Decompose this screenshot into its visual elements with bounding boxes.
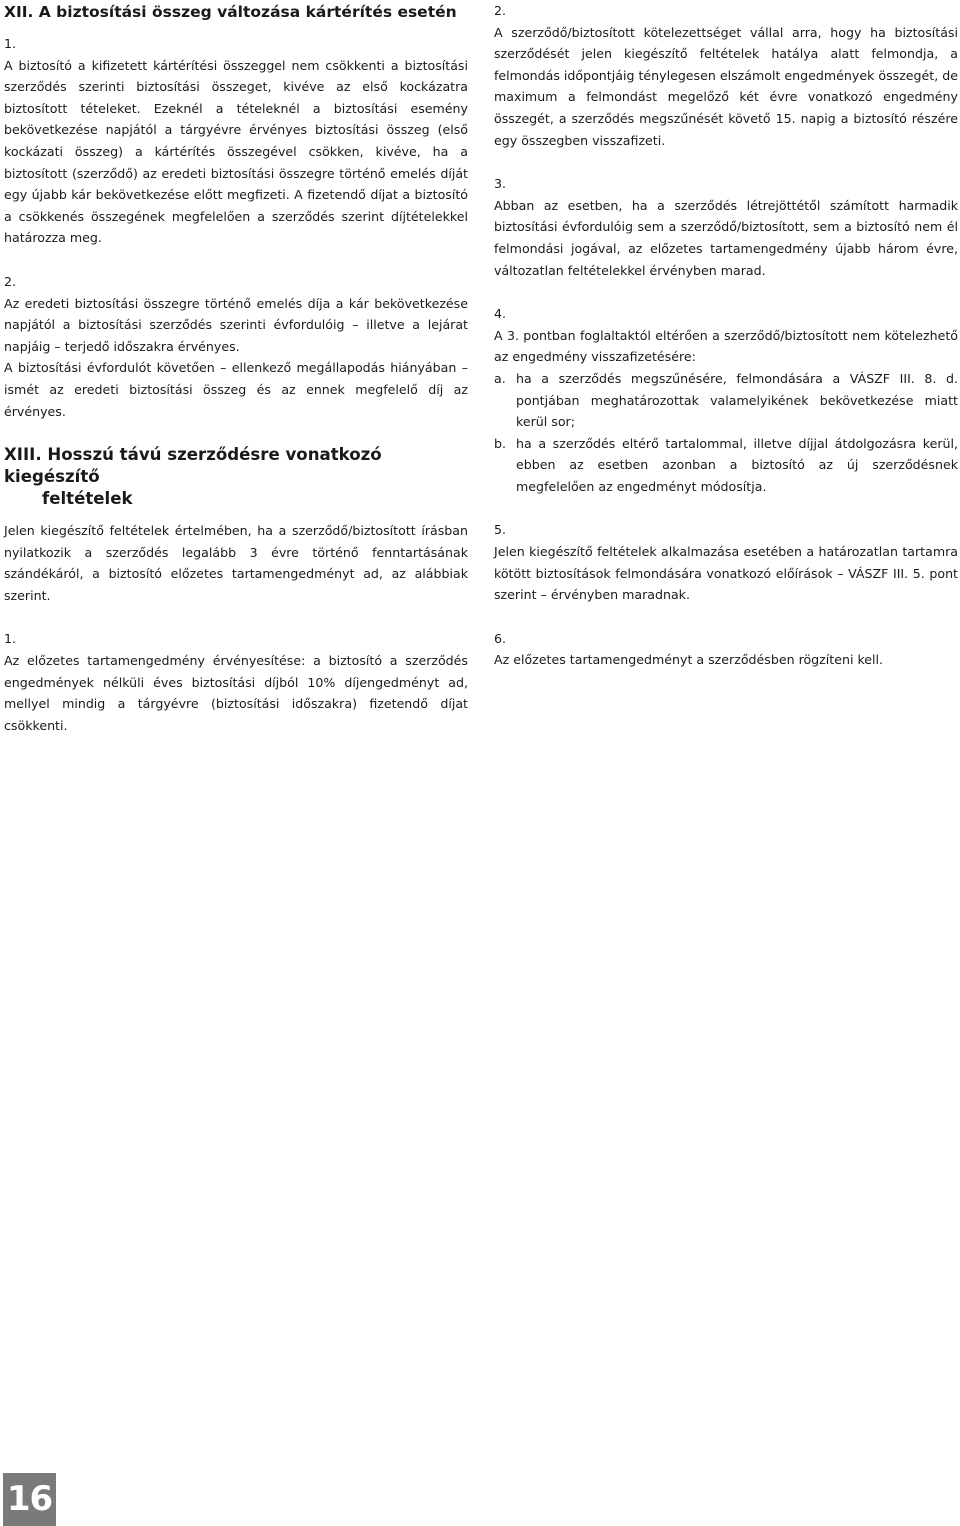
list-item-b-text: ha a szerződés eltérő tartalommal, illetve díjjal átdolgozásra kerül, ebben az esetben azonban a biztosító az új szerződésnek megfelelően az engedményt módosítja.	[516, 435, 958, 494]
list-item	[494, 368, 958, 433]
s13-item-1-number: 1.	[4, 631, 17, 647]
left-column	[4, 0, 468, 736]
section-13-title-line-2: feltételek	[42, 489, 133, 509]
s13-item-6-number: 6.	[494, 630, 507, 646]
section-13-title	[4, 444, 468, 510]
s13-item-5-text: Jelen kiegészítő feltételek alkalmazása esetében a határozatlan tartamra kötött biztosítások felmondására vonatkozó előírások – VÁSZF III. 5. pont szerint – érvényben maradnak.	[494, 544, 958, 603]
s13-intro: Jelen kiegészítő feltételek értelmében, ha a szerződő/biztosított írásban nyilatkozik a szerződés legalább 3 évre történő fenntartásának szándékáról, a biztosító előzetes tartamengedményt ad, az alábbiak szerint.	[4, 523, 468, 603]
section-13-title-line-1: XIII. Hosszú távú szerződésre vonatkozó kiegészítő	[4, 445, 382, 487]
s13-item-4-number: 4.	[494, 306, 507, 322]
page-number: 16	[3, 1473, 56, 1526]
list-item	[494, 433, 958, 498]
right-column	[494, 0, 958, 671]
s13-item-3-text: Abban az esetben, ha a szerződés létrejöttétől számított harmadik biztosítási évfordulóig sem a szerződő/biztosított, sem a biztosító nem él felmondási jogával, az előzetes tartamengedmény újabb három évre, változatlan feltételekkel érvényben marad.	[494, 197, 958, 278]
s13-item-1-text: Az előzetes tartamengedmény érvényesítése: a biztosító a szerződés engedmények nélküli éves biztosítási díjból 10% díjengedményt ad, mellyel mindig a tárgyévre (biztosítási időszakra) fizetendő díjat csökkenti.	[4, 653, 468, 733]
s13-item-2-text: A szerződő/biztosított kötelezettséget vállal arra, hogy ha biztosítási szerződését jelen kiegészítő feltételek hatálya alatt felmondja, a felmondás időpontjáig ténylegesen elszámolt engedmények összegét, de maximum a felmondást megelőző két évre vonatkozó engedmény összegét, a szerződés megszűnését követő 15. napig a biztosító részére egy összegben visszafizeti.	[494, 24, 958, 148]
list-marker-b: b.	[494, 435, 506, 451]
s12-item-2-text-b: A biztosítási évfordulót követően – ellenkező megállapodás hiányában – ismét az eredeti biztosítási összeg és az ennek megfelelő díj az érvényes.	[4, 360, 468, 419]
s12-item-1-text: A biztosító a kifizetett kártérítési összeggel nem csökkenti a biztosítási szerződés szerinti biztosítási összeget, kivéve az első kockázatra biztosított tételeket. Ezeknél a tételeknél a biztosítási esemény bekövetkezése napjától a tárgyévre érvényes biztosítási összeg (első kockázati összeg) a kártérítés összegével csökken, kivéve, ha a biztosított (szerződő) az eredeti biztosítási összegre történő emelés díját egy újabb kár bekövetkezése előtt megfizeti. A fizetendő díjat a biztosító a csökkenés összegének megfelelően a szerződés szerint díjtételekkel határozza meg.	[4, 57, 468, 246]
s13-item-5-number: 5.	[494, 522, 507, 538]
s13-item-2-number: 2.	[494, 3, 507, 18]
s12-item-2-text-a: Az eredeti biztosítási összegre történő emelés díja a kár bekövetkezése napjától a biztosítási szerződés szerinti évfordulóig – illetve a lejárat napjáig – terjedő időszakra érvényes.	[4, 295, 468, 354]
s12-item-2-number: 2.	[4, 273, 17, 289]
s13-item-3-number: 3.	[494, 176, 507, 192]
s13-item-4-intro: A 3. pontban foglaltaktól eltérően a szerződő/biztosított nem kötelezhető az engedmény visszafizetésére:	[494, 327, 958, 365]
s13-item-6-text: Az előzetes tartamengedményt a szerződésben rögzíteni kell.	[494, 652, 884, 668]
list-marker-a: a.	[494, 370, 506, 386]
list-item-a-text: ha a szerződés megszűnésére, felmondására a VÁSZF III. 8. d. pontjában meghatározottak valamelyikének bekövetkezése miatt kerül sor;	[516, 370, 958, 430]
section-12-title: XII. A biztosítási összeg változása kártérítés esetén	[4, 3, 457, 21]
s12-item-1-number: 1.	[4, 36, 17, 51]
